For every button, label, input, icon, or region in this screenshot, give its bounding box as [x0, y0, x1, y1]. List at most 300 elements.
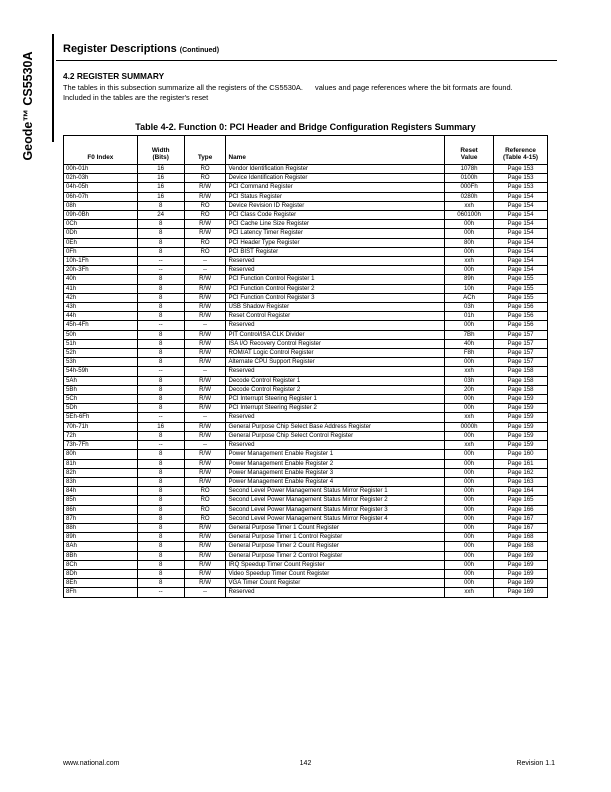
- cell-name: USB Shadow Register: [226, 303, 445, 312]
- cell-name: Power Management Enable Register 2: [226, 459, 445, 468]
- footer-website: www.national.com: [63, 760, 120, 767]
- cell-width: 16: [137, 174, 184, 183]
- section-title: 4.2 REGISTER SUMMARY: [63, 71, 165, 81]
- product-side-title: [14, 36, 42, 176]
- heading-rule: [56, 60, 557, 61]
- cell-reset: ACh: [445, 293, 494, 302]
- table-row: [64, 183, 548, 192]
- table-row: [64, 551, 548, 560]
- table-row: [64, 505, 548, 514]
- cell-name: Second Level Power Management Status Mirror Register 3: [226, 505, 445, 514]
- cell-reference: Page 153: [494, 183, 548, 192]
- cell-reset: 00h: [445, 229, 494, 238]
- cell-reference: Page 169: [494, 588, 548, 597]
- cell-name: Device Identification Register: [226, 174, 445, 183]
- cell-index: 8Dh: [64, 569, 138, 578]
- col-header-width: Width (Bits): [137, 136, 184, 165]
- cell-type: RO: [184, 247, 226, 256]
- table-row: [64, 533, 548, 542]
- footer-page-number: 142: [299, 760, 312, 767]
- cell-reference: Page 166: [494, 505, 548, 514]
- cell-type: --: [184, 257, 226, 266]
- table-row: [64, 293, 548, 302]
- cell-reset: 060100h: [445, 211, 494, 220]
- cell-reset: 00h: [445, 569, 494, 578]
- cell-name: ISA I/O Recovery Control Register: [226, 339, 445, 348]
- cell-width: --: [137, 413, 184, 422]
- cell-width: 8: [137, 376, 184, 385]
- cell-reference: Page 159: [494, 441, 548, 450]
- cell-width: 8: [137, 312, 184, 321]
- cell-reset: 7Bh: [445, 330, 494, 339]
- table-row: [64, 395, 548, 404]
- cell-name: Reserved: [226, 367, 445, 376]
- cell-reference: Page 159: [494, 422, 548, 431]
- table-row: [64, 441, 548, 450]
- cell-index: 87h: [64, 514, 138, 523]
- cell-index: 85h: [64, 496, 138, 505]
- cell-type: RO: [184, 496, 226, 505]
- cell-width: 8: [137, 330, 184, 339]
- cell-type: R/W: [184, 192, 226, 201]
- cell-index: 70h-71h: [64, 422, 138, 431]
- cell-type: R/W: [184, 376, 226, 385]
- cell-index: 44h: [64, 312, 138, 321]
- cell-width: 8: [137, 431, 184, 440]
- cell-width: 24: [137, 211, 184, 220]
- cell-reference: Page 160: [494, 450, 548, 459]
- cell-index: 80h: [64, 450, 138, 459]
- cell-reset: 00h: [445, 514, 494, 523]
- cell-reference: Page 168: [494, 542, 548, 551]
- cell-index: 40h: [64, 275, 138, 284]
- page-heading-text: Register Descriptions: [63, 43, 177, 55]
- cell-name: General Purpose Timer 1 Control Register: [226, 533, 445, 542]
- table-row: [64, 579, 548, 588]
- cell-width: 8: [137, 450, 184, 459]
- cell-width: 16: [137, 183, 184, 192]
- cell-type: RO: [184, 201, 226, 210]
- cell-type: --: [184, 588, 226, 597]
- cell-reset: 00h: [445, 404, 494, 413]
- cell-type: R/W: [184, 385, 226, 394]
- cell-width: 16: [137, 165, 184, 174]
- table-row: [64, 496, 548, 505]
- cell-reset: 03h: [445, 376, 494, 385]
- cell-type: R/W: [184, 220, 226, 229]
- table-row: [64, 284, 548, 293]
- cell-reference: Page 154: [494, 229, 548, 238]
- cell-reference: Page 164: [494, 487, 548, 496]
- cell-width: 8: [137, 238, 184, 247]
- cell-width: 8: [137, 514, 184, 523]
- table-row: [64, 247, 548, 256]
- page-heading: [63, 43, 219, 55]
- cell-type: RO: [184, 165, 226, 174]
- cell-width: 8: [137, 468, 184, 477]
- table-row: [64, 542, 548, 551]
- cell-reset: xxh: [445, 588, 494, 597]
- cell-type: R/W: [184, 450, 226, 459]
- table-row: [64, 385, 548, 394]
- cell-name: PCI Function Control Register 3: [226, 293, 445, 302]
- cell-reference: Page 159: [494, 413, 548, 422]
- cell-reset: 00h: [445, 579, 494, 588]
- table-row: [64, 349, 548, 358]
- cell-type: R/W: [184, 468, 226, 477]
- cell-name: Decode Control Register 1: [226, 376, 445, 385]
- cell-reset: 00h: [445, 542, 494, 551]
- table-row: [64, 303, 548, 312]
- cell-width: 8: [137, 560, 184, 569]
- cell-index: 0Fh: [64, 247, 138, 256]
- table-row: [64, 367, 548, 376]
- cell-type: R/W: [184, 477, 226, 486]
- cell-reset: 20h: [445, 385, 494, 394]
- cell-name: General Purpose Timer 2 Control Register: [226, 551, 445, 560]
- cell-index: 73h-7Fh: [64, 441, 138, 450]
- table-row: [64, 238, 548, 247]
- cell-reset: 10h: [445, 284, 494, 293]
- cell-reset: 00h: [445, 496, 494, 505]
- table-row: [64, 174, 548, 183]
- cell-name: Reserved: [226, 441, 445, 450]
- table-row: [64, 487, 548, 496]
- cell-width: 8: [137, 247, 184, 256]
- cell-name: PCI Status Register: [226, 192, 445, 201]
- cell-name: PCI Function Control Register 2: [226, 284, 445, 293]
- cell-index: 09h-0Bh: [64, 211, 138, 220]
- cell-name: Device Revision ID Register: [226, 201, 445, 210]
- table-row: [64, 376, 548, 385]
- cell-index: 0Dh: [64, 229, 138, 238]
- cell-name: PCI Class Code Register: [226, 211, 445, 220]
- cell-name: Decode Control Register 2: [226, 385, 445, 394]
- cell-type: --: [184, 441, 226, 450]
- cell-type: R/W: [184, 275, 226, 284]
- cell-width: 8: [137, 303, 184, 312]
- cell-reference: Page 169: [494, 551, 548, 560]
- table-row: [64, 330, 548, 339]
- cell-reset: 00h: [445, 266, 494, 275]
- cell-reference: Page 162: [494, 468, 548, 477]
- cell-type: --: [184, 413, 226, 422]
- cell-index: 5Dh: [64, 404, 138, 413]
- cell-reference: Page 159: [494, 395, 548, 404]
- cell-reference: Page 156: [494, 312, 548, 321]
- cell-name: Second Level Power Management Status Mirror Register 4: [226, 514, 445, 523]
- cell-name: General Purpose Timer 2 Count Register: [226, 542, 445, 551]
- cell-name: General Purpose Timer 1 Count Register: [226, 523, 445, 532]
- cell-name: Reserved: [226, 266, 445, 275]
- product-title-text: Geode™ CS5530A: [21, 51, 35, 161]
- cell-reset: 01h: [445, 312, 494, 321]
- cell-reset: xxh: [445, 441, 494, 450]
- cell-reference: Page 154: [494, 266, 548, 275]
- cell-width: 8: [137, 487, 184, 496]
- cell-reset: xxh: [445, 257, 494, 266]
- cell-index: 5Bh: [64, 385, 138, 394]
- cell-width: 8: [137, 505, 184, 514]
- cell-width: 8: [137, 358, 184, 367]
- cell-reset: 00h: [445, 321, 494, 330]
- cell-name: Reserved: [226, 413, 445, 422]
- table-row: [64, 165, 548, 174]
- cell-type: R/W: [184, 229, 226, 238]
- cell-reset: 00h: [445, 468, 494, 477]
- cell-reset: 89h: [445, 275, 494, 284]
- table-row: [64, 211, 548, 220]
- footer-revision: Revision 1.1: [516, 760, 555, 767]
- intro-paragraph-left: The tables in this subsection summarize all the registers of the CS5530A. Included in the tables are the register's reset: [63, 83, 303, 102]
- cell-name: PCI Interrupt Steering Register 2: [226, 404, 445, 413]
- table-row: [64, 266, 548, 275]
- table-row: [64, 404, 548, 413]
- table-row: [64, 358, 548, 367]
- cell-width: 16: [137, 192, 184, 201]
- cell-index: 8Ah: [64, 542, 138, 551]
- cell-index: 08h: [64, 201, 138, 210]
- cell-width: 8: [137, 339, 184, 348]
- col-header-type: Type: [184, 136, 226, 165]
- table-row: [64, 459, 548, 468]
- cell-index: 0Eh: [64, 238, 138, 247]
- cell-index: 04h-05h: [64, 183, 138, 192]
- cell-name: Vendor Identification Register: [226, 165, 445, 174]
- cell-index: 8Fh: [64, 588, 138, 597]
- cell-width: --: [137, 321, 184, 330]
- cell-name: PCI BIST Register: [226, 247, 445, 256]
- cell-reference: Page 169: [494, 560, 548, 569]
- cell-name: General Purpose Chip Select Base Address Register: [226, 422, 445, 431]
- cell-type: R/W: [184, 339, 226, 348]
- cell-type: R/W: [184, 560, 226, 569]
- cell-width: 8: [137, 496, 184, 505]
- cell-reference: Page 163: [494, 477, 548, 486]
- cell-name: PCI Interrupt Steering Register 1: [226, 395, 445, 404]
- cell-type: RO: [184, 174, 226, 183]
- cell-reference: Page 154: [494, 247, 548, 256]
- cell-width: 8: [137, 349, 184, 358]
- cell-name: Power Management Enable Register 3: [226, 468, 445, 477]
- cell-type: RO: [184, 505, 226, 514]
- cell-type: --: [184, 321, 226, 330]
- cell-width: 8: [137, 477, 184, 486]
- table-row: [64, 229, 548, 238]
- cell-type: R/W: [184, 293, 226, 302]
- col-header-reset: Reset Value: [445, 136, 494, 165]
- cell-reset: 00h: [445, 477, 494, 486]
- table-row: [64, 468, 548, 477]
- cell-index: 0Ch: [64, 220, 138, 229]
- cell-name: PCI Header Type Register: [226, 238, 445, 247]
- col-header-name: Name: [226, 136, 445, 165]
- cell-reset: F8h: [445, 349, 494, 358]
- table-row: [64, 220, 548, 229]
- cell-index: 51h: [64, 339, 138, 348]
- cell-width: 8: [137, 220, 184, 229]
- cell-reference: Page 156: [494, 321, 548, 330]
- cell-type: R/W: [184, 533, 226, 542]
- cell-reset: 0100h: [445, 174, 494, 183]
- cell-reference: Page 158: [494, 376, 548, 385]
- cell-reference: Page 169: [494, 579, 548, 588]
- cell-reference: Page 158: [494, 385, 548, 394]
- cell-type: R/W: [184, 183, 226, 192]
- cell-name: PIT Control/ISA CLK Divider: [226, 330, 445, 339]
- table-row: [64, 569, 548, 578]
- table-row: [64, 560, 548, 569]
- cell-name: Alternate CPU Support Register: [226, 358, 445, 367]
- table-row: [64, 514, 548, 523]
- register-summary-table: [63, 135, 548, 598]
- cell-index: 54h-59h: [64, 367, 138, 376]
- cell-width: 8: [137, 569, 184, 578]
- cell-reset: 00h: [445, 358, 494, 367]
- cell-index: 8Ch: [64, 560, 138, 569]
- cell-index: 50h: [64, 330, 138, 339]
- cell-reset: 00h: [445, 450, 494, 459]
- cell-name: General Purpose Chip Select Control Register: [226, 431, 445, 440]
- table-row: [64, 450, 548, 459]
- cell-name: Reset Control Register: [226, 312, 445, 321]
- cell-name: PCI Latency Timer Register: [226, 229, 445, 238]
- cell-width: 8: [137, 404, 184, 413]
- cell-index: 5Ah: [64, 376, 138, 385]
- cell-index: 45h-4Fh: [64, 321, 138, 330]
- cell-index: 5Eh-6Fh: [64, 413, 138, 422]
- cell-reference: Page 165: [494, 496, 548, 505]
- cell-name: Video Speedup Timer Count Register: [226, 569, 445, 578]
- cell-type: R/W: [184, 579, 226, 588]
- table-row: [64, 588, 548, 597]
- cell-reset: 00h: [445, 533, 494, 542]
- table-row: [64, 321, 548, 330]
- cell-reset: 00h: [445, 551, 494, 560]
- cell-reference: Page 154: [494, 220, 548, 229]
- cell-reset: xxh: [445, 367, 494, 376]
- cell-type: R/W: [184, 312, 226, 321]
- cell-name: Reserved: [226, 588, 445, 597]
- cell-reference: Page 157: [494, 339, 548, 348]
- cell-reference: Page 155: [494, 284, 548, 293]
- cell-name: PCI Function Control Register 1: [226, 275, 445, 284]
- cell-width: 16: [137, 422, 184, 431]
- cell-width: 8: [137, 201, 184, 210]
- cell-index: 88h: [64, 523, 138, 532]
- cell-type: R/W: [184, 330, 226, 339]
- cell-index: 83h: [64, 477, 138, 486]
- cell-reference: Page 167: [494, 523, 548, 532]
- cell-reset: 00h: [445, 560, 494, 569]
- cell-type: R/W: [184, 523, 226, 532]
- cell-index: 06h-07h: [64, 192, 138, 201]
- cell-width: --: [137, 266, 184, 275]
- cell-reference: Page 155: [494, 275, 548, 284]
- cell-reference: Page 167: [494, 514, 548, 523]
- cell-reset: 00h: [445, 487, 494, 496]
- cell-reset: 0280h: [445, 192, 494, 201]
- cell-index: 52h: [64, 349, 138, 358]
- table-row: [64, 422, 548, 431]
- cell-index: 8Bh: [64, 551, 138, 560]
- cell-width: 8: [137, 459, 184, 468]
- cell-width: 8: [137, 551, 184, 560]
- table-row: [64, 431, 548, 440]
- cell-type: R/W: [184, 422, 226, 431]
- cell-index: 86h: [64, 505, 138, 514]
- cell-reference: Page 157: [494, 349, 548, 358]
- cell-width: 8: [137, 229, 184, 238]
- cell-name: PCI Command Register: [226, 183, 445, 192]
- cell-reset: xxh: [445, 413, 494, 422]
- cell-reset: xxh: [445, 201, 494, 210]
- cell-reference: Page 161: [494, 459, 548, 468]
- cell-name: VGA Timer Count Register: [226, 579, 445, 588]
- cell-index: 84h: [64, 487, 138, 496]
- table-row: [64, 275, 548, 284]
- cell-reset: 00h: [445, 220, 494, 229]
- cell-reference: Page 168: [494, 533, 548, 542]
- cell-reference: Page 153: [494, 174, 548, 183]
- cell-reference: Page 154: [494, 238, 548, 247]
- cell-reset: 00h: [445, 395, 494, 404]
- cell-name: PCI Cache Line Size Register: [226, 220, 445, 229]
- cell-reset: 00h: [445, 523, 494, 532]
- cell-reference: Page 157: [494, 330, 548, 339]
- cell-reference: Page 156: [494, 303, 548, 312]
- col-header-reference: Reference (Table 4-15): [494, 136, 548, 165]
- table-row: [64, 312, 548, 321]
- cell-type: R/W: [184, 395, 226, 404]
- cell-width: 8: [137, 579, 184, 588]
- cell-reference: Page 153: [494, 165, 548, 174]
- cell-type: --: [184, 266, 226, 275]
- cell-reference: Page 159: [494, 431, 548, 440]
- cell-width: 8: [137, 542, 184, 551]
- table-row: [64, 192, 548, 201]
- cell-reference: Page 154: [494, 257, 548, 266]
- cell-reset: 00h: [445, 459, 494, 468]
- cell-type: R/W: [184, 431, 226, 440]
- cell-width: 8: [137, 523, 184, 532]
- cell-width: 8: [137, 275, 184, 284]
- table-row: [64, 257, 548, 266]
- register-table-body: [64, 165, 548, 598]
- cell-width: 8: [137, 533, 184, 542]
- cell-index: 82h: [64, 468, 138, 477]
- cell-index: 02h-03h: [64, 174, 138, 183]
- cell-width: --: [137, 367, 184, 376]
- cell-reference: Page 154: [494, 192, 548, 201]
- cell-reference: Page 159: [494, 404, 548, 413]
- cell-reference: Page 154: [494, 211, 548, 220]
- cell-type: RO: [184, 211, 226, 220]
- cell-name: Reserved: [226, 321, 445, 330]
- table-row: [64, 201, 548, 210]
- cell-width: 8: [137, 385, 184, 394]
- cell-width: --: [137, 441, 184, 450]
- table-row: [64, 477, 548, 486]
- cell-reset: 03h: [445, 303, 494, 312]
- cell-type: RO: [184, 514, 226, 523]
- cell-index: 72h: [64, 431, 138, 440]
- cell-name: ROM/AT Logic Control Register: [226, 349, 445, 358]
- cell-index: 41h: [64, 284, 138, 293]
- cell-reference: Page 169: [494, 569, 548, 578]
- cell-type: R/W: [184, 569, 226, 578]
- cell-type: --: [184, 367, 226, 376]
